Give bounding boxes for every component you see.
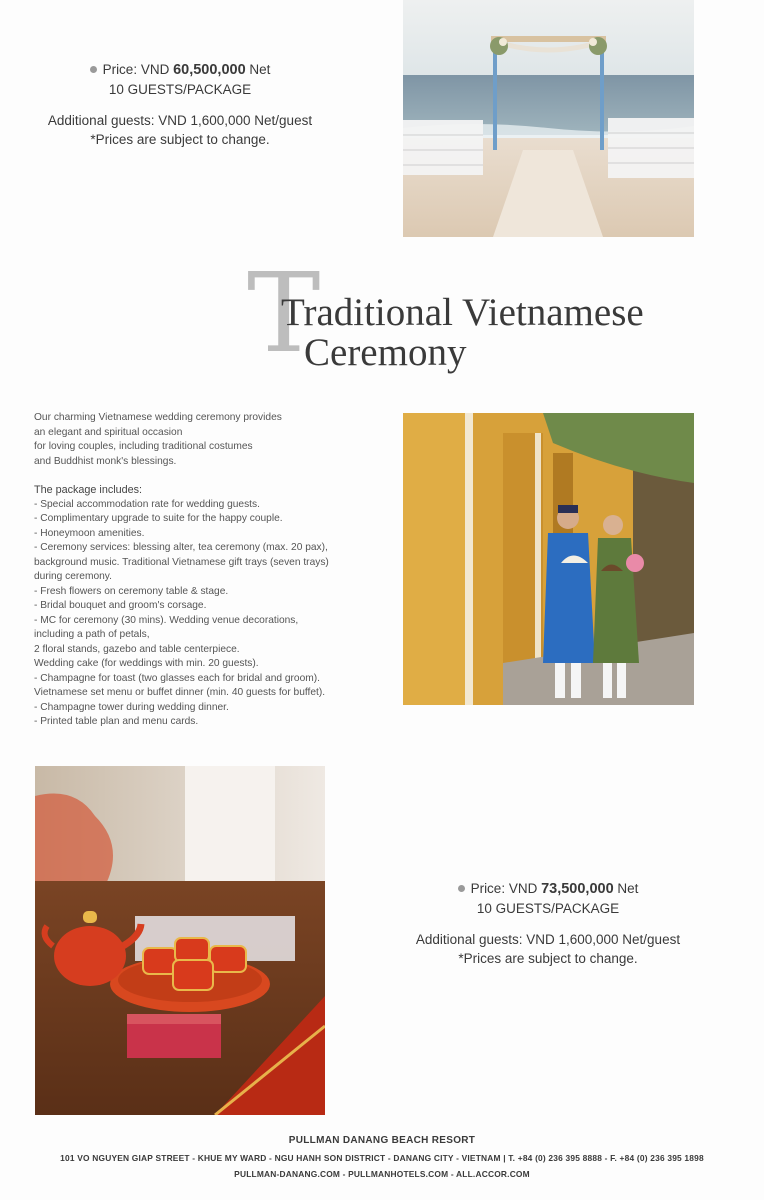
bullet-dot-icon bbox=[90, 66, 97, 73]
intro-line: and Buddhist monk's blessings. bbox=[34, 455, 177, 467]
title-line-two: Ceremony bbox=[304, 331, 467, 374]
package-two-note: *Prices are subject to change. bbox=[458, 951, 638, 966]
bullet-dot-icon bbox=[458, 885, 465, 892]
list-item: - Ceremony services: blessing alter, tea ceremony (max. 20 pax), background music. Traditional Vietnamese gift trays (seven trays) during ceremony. bbox=[34, 542, 329, 582]
list-item: - Honeymoon amenities. bbox=[34, 527, 145, 539]
resort-address: 101 VO NGUYEN GIAP STREET - KHUE MY WARD - NGU HANH SON DISTRICT - DANANG CITY - VIETNAM | T. +84 (0) 236 395 8888 - F. +84 (0) 236 395 1898 bbox=[60, 1153, 704, 1163]
package-one-note: *Prices are subject to change. bbox=[90, 132, 270, 147]
package-one-additional: Additional guests: VND 1,600,000 Net/guest bbox=[47, 113, 313, 128]
list-item: - Champagne for toast (two glasses each for bridal and groom). Vietnamese set menu or buffet dinner (min. 40 guests for buffet). bbox=[34, 672, 326, 698]
list-item: - Fresh flowers on ceremony table & stage. bbox=[34, 585, 229, 597]
resort-name: PULLMAN DANANG BEACH RESORT bbox=[288, 1135, 476, 1146]
package-one-guests: 10 GUESTS/PACKAGE bbox=[108, 82, 252, 97]
package-two-pricing bbox=[388, 879, 708, 968]
intro-line: an elegant and spiritual occasion bbox=[34, 426, 183, 438]
package-includes-heading: The package includes: bbox=[34, 484, 143, 496]
list-item: - MC for ceremony (30 mins). Wedding venue decorations, including a path of petals, 2 floral stands, gazebo and table centerpiece. Wedding cake (for weddings with min. 20 guests). bbox=[34, 614, 299, 669]
package-two-price: Price: VND 73,500,000 Net bbox=[388, 879, 708, 899]
list-item: - Special accommodation rate for wedding guests. bbox=[34, 498, 260, 510]
package-one-pricing bbox=[20, 60, 340, 149]
package-one-price: Price: VND 60,500,000 Net bbox=[20, 60, 340, 80]
couple-photo bbox=[403, 413, 694, 705]
title-initial: T bbox=[247, 249, 321, 377]
package-one-price-value: 60,500,000 bbox=[173, 62, 246, 78]
package-two-guests: 10 GUESTS/PACKAGE bbox=[476, 901, 620, 916]
footer bbox=[0, 1134, 764, 1180]
package-two-price-value: 73,500,000 bbox=[541, 881, 614, 897]
package-description bbox=[34, 411, 364, 730]
title-line-one: Traditional Vietnamese bbox=[281, 291, 644, 334]
list-item: - Bridal bouquet and groom's corsage. bbox=[34, 600, 207, 611]
package-two-additional: Additional guests: VND 1,600,000 Net/guest bbox=[415, 932, 681, 947]
intro-line: for loving couples, including traditional costumes bbox=[34, 441, 253, 452]
list-item: - Complimentary upgrade to suite for the happy couple. bbox=[34, 513, 283, 524]
list-item: - Printed table plan and menu cards. bbox=[34, 716, 199, 727]
tea-ceremony-photo bbox=[35, 766, 325, 1115]
package-includes-list bbox=[34, 498, 364, 730]
resort-websites: PULLMAN-DANANG.COM - PULLMANHOTELS.COM - ALL.ACCOR.COM bbox=[234, 1169, 530, 1179]
list-item: - Champagne tower during wedding dinner. bbox=[34, 701, 229, 713]
intro-line: Our charming Vietnamese wedding ceremony provides bbox=[34, 412, 282, 423]
beach-ceremony-photo bbox=[403, 0, 694, 237]
